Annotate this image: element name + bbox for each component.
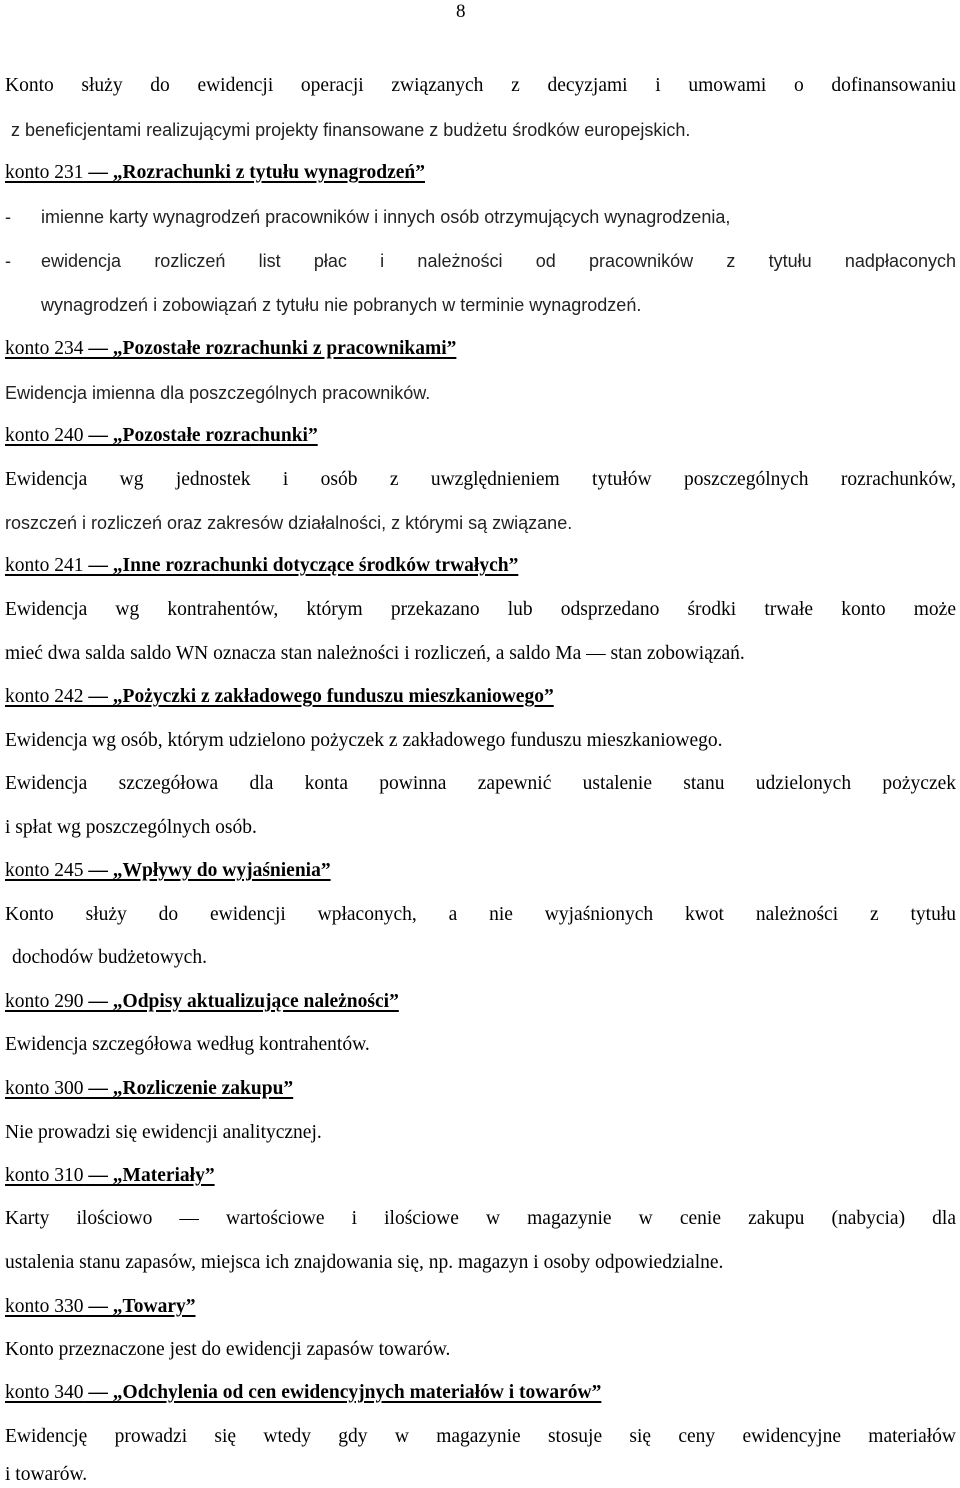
heading-title: — „Towary” bbox=[83, 1296, 196, 1317]
list-item-continuation: wynagrodzeń i zobowiązań z tytułu nie pobranych w terminie wynagrodzeń. bbox=[41, 295, 642, 315]
heading-konto-241 bbox=[5, 553, 956, 579]
heading-title: — „Pozostałe rozrachunki” bbox=[83, 425, 318, 446]
heading-number: konto 242 bbox=[5, 686, 84, 707]
heading-title: — „Odpisy aktualizujące należności” bbox=[83, 991, 399, 1012]
heading-number: konto 231 bbox=[5, 162, 84, 183]
paragraph-line: i towarów. bbox=[5, 1464, 88, 1485]
heading-konto-231 bbox=[5, 160, 956, 186]
paragraph-line: Ewidencja szczegółowa dla konta powinna zapewnić ustalenie stanu udzielonych pożyczek bbox=[5, 773, 956, 794]
heading-number: konto 234 bbox=[5, 338, 84, 359]
paragraph-line: dochodów budżetowych. bbox=[12, 947, 207, 968]
heading-number: konto 330 bbox=[5, 1296, 84, 1317]
heading-title: — „Inne rozrachunki dotyczące środków trwałych” bbox=[83, 555, 519, 576]
paragraph-line: i spłat wg poszczególnych osób. bbox=[5, 817, 257, 838]
intro-line-2: z beneficjentami realizującymi projekty finansowane z budżetu środków europejskich. bbox=[11, 120, 691, 140]
heading-number: konto 290 bbox=[5, 991, 84, 1012]
list-item-text: imienne karty wynagrodzeń pracowników i innych osób otrzymujących wynagrodzenia, bbox=[41, 207, 731, 227]
paragraph-line: Konto przeznaczone jest do ewidencji zapasów towarów. bbox=[5, 1339, 451, 1360]
heading-number: konto 310 bbox=[5, 1165, 84, 1186]
heading-title: — „Rozliczenie zakupu” bbox=[83, 1078, 294, 1099]
paragraph-line: Ewidencja wg osób, którym udzielono pożyczek z zakładowego funduszu mieszkaniowego. bbox=[5, 730, 723, 751]
paragraph-line: Ewidencja wg kontrahentów, którym przekazano lub odsprzedano środki trwałe konto może bbox=[5, 599, 956, 620]
heading-number: konto 340 bbox=[5, 1382, 84, 1403]
heading-konto-290 bbox=[5, 989, 956, 1015]
intro-line-1: Konto służy do ewidencji operacji związanych z decyzjami i umowami o dofinansowaniu bbox=[5, 75, 956, 96]
heading-title: — „Rozrachunki z tytułu wynagrodzeń” bbox=[83, 162, 425, 183]
heading-konto-300 bbox=[5, 1076, 956, 1102]
paragraph-line: roszczeń i rozliczeń oraz zakresów działalności, z którymi są związane. bbox=[5, 513, 573, 533]
paragraph-line: Karty ilościowo — wartościowe i ilościowe w magazynie w cenie zakupu (nabycia) dla bbox=[5, 1208, 956, 1229]
heading-title: — „Pożyczki z zakładowego funduszu mieszkaniowego” bbox=[83, 686, 554, 707]
list-bullet: - bbox=[5, 207, 11, 227]
heading-number: konto 241 bbox=[5, 555, 84, 576]
paragraph-line: Ewidencję prowadzi się wtedy gdy w magazynie stosuje się ceny ewidencyjne materiałów bbox=[5, 1426, 956, 1447]
heading-number: konto 245 bbox=[5, 860, 84, 881]
page-number: 8 bbox=[456, 1, 466, 22]
paragraph-line: Konto służy do ewidencji wpłaconych, a nie wyjaśnionych kwot należności z tytułu bbox=[5, 904, 956, 925]
heading-konto-234 bbox=[5, 336, 956, 362]
heading-konto-330 bbox=[5, 1294, 956, 1320]
heading-konto-340 bbox=[5, 1380, 956, 1406]
heading-title: — „Pozostałe rozrachunki z pracownikami” bbox=[83, 338, 457, 359]
paragraph-line: Ewidencja szczegółowa według kontrahentów. bbox=[5, 1034, 370, 1055]
heading-konto-242 bbox=[5, 684, 956, 710]
heading-konto-245 bbox=[5, 858, 956, 884]
heading-konto-240 bbox=[5, 423, 956, 449]
paragraph-line: Ewidencja imienna dla poszczególnych pracowników. bbox=[5, 383, 431, 403]
heading-title: — „Odchylenia od cen ewidencyjnych materiałów i towarów” bbox=[83, 1382, 602, 1403]
heading-title: — „Materiały” bbox=[83, 1165, 215, 1186]
heading-title: — „Wpływy do wyjaśnienia” bbox=[83, 860, 331, 881]
paragraph-line: Ewidencja wg jednostek i osób z uwzględnieniem tytułów poszczególnych rozrachunków, bbox=[5, 469, 956, 490]
list-item-text: ewidencja rozliczeń list płac i należności od pracowników z tytułu nadpłaconych bbox=[41, 251, 956, 271]
heading-number: konto 300 bbox=[5, 1078, 84, 1099]
list-bullet: - bbox=[5, 251, 11, 271]
paragraph-line: ustalenia stanu zapasów, miejsca ich znajdowania się, np. magazyn i osoby odpowiedzialne. bbox=[5, 1252, 724, 1273]
heading-konto-310 bbox=[5, 1163, 956, 1189]
paragraph-line: mieć dwa salda saldo WN oznacza stan należności i rozliczeń, a saldo Ma — stan zobowiązań. bbox=[5, 643, 745, 664]
paragraph-line: Nie prowadzi się ewidencji analitycznej. bbox=[5, 1122, 322, 1143]
heading-number: konto 240 bbox=[5, 425, 84, 446]
